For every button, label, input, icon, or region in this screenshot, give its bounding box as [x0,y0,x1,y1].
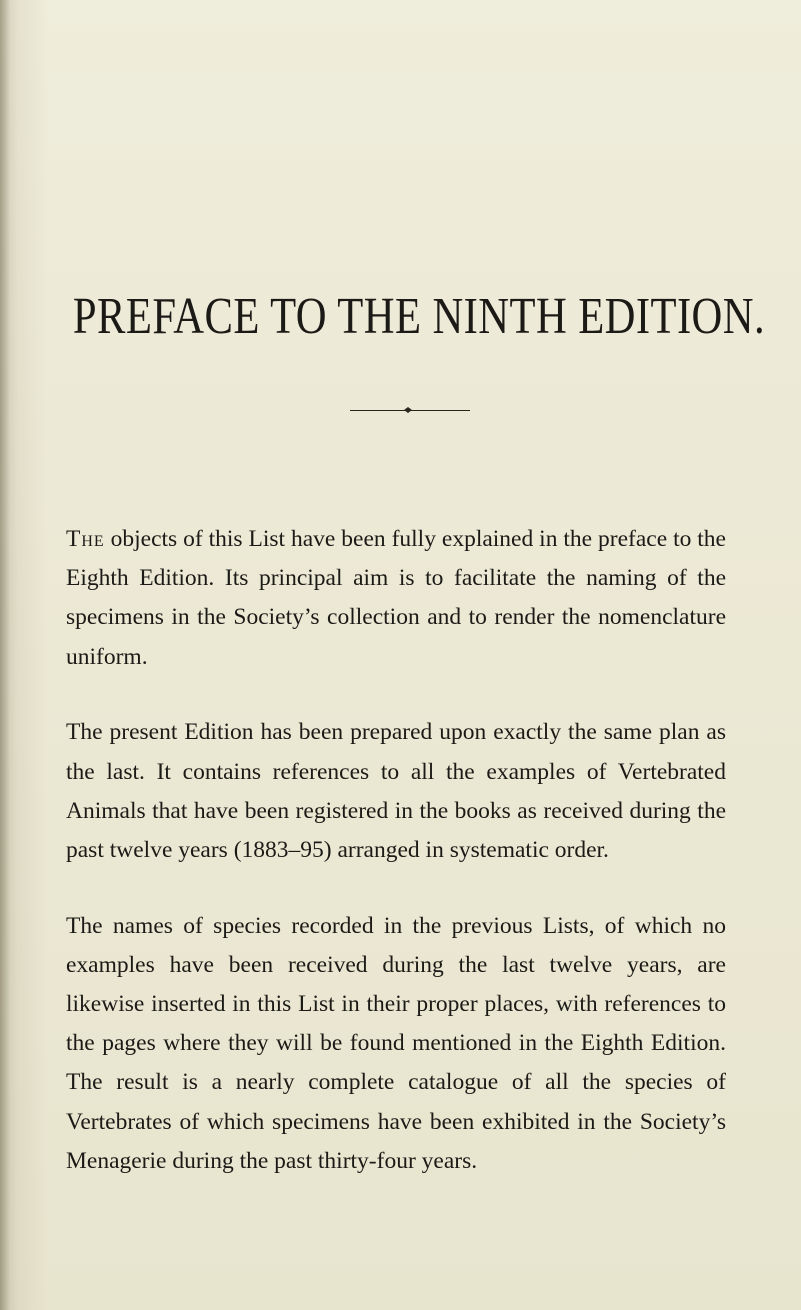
page-title: PREFACE TO THE NINTH EDITION. [72,288,766,345]
paragraph-1-text: objects of this List have been fully explained in the preface to the Eighth Edition. Its principal aim is to facilitate the naming of the specimens in the Society’s collection and to render the nomenclature uniform. [66,526,726,670]
ornamental-rule [350,405,470,417]
preface-body [66,520,726,1218]
spine-shadow [0,0,10,1310]
rule-diamond-ornament [404,407,412,413]
paragraph-3-text: The names of species recorded in the previous Lists, of which no examples have been received during the last twelve years, are likewise inserted in this List in their proper places, with references to the pages where they will be found mentioned in the Eighth Edition. The result is a nearly complete catalogue of all the species of Vertebrates of which specimens have been exhibited in the Society’s Menagerie during the past thirty-four years. [66,912,726,1174]
paragraph-1 [66,520,726,677]
paragraph-3 [66,907,726,1181]
paragraph-2 [66,713,726,870]
paragraph-1-lead: The [66,526,105,552]
paragraph-2-text: The present Edition has been prepared upon exactly the same plan as the last. It contains references to all the examples of Vertebrated Animals that have been registered in the books as received during the past twelve years (1883–95) arranged in systematic order. [66,719,726,863]
